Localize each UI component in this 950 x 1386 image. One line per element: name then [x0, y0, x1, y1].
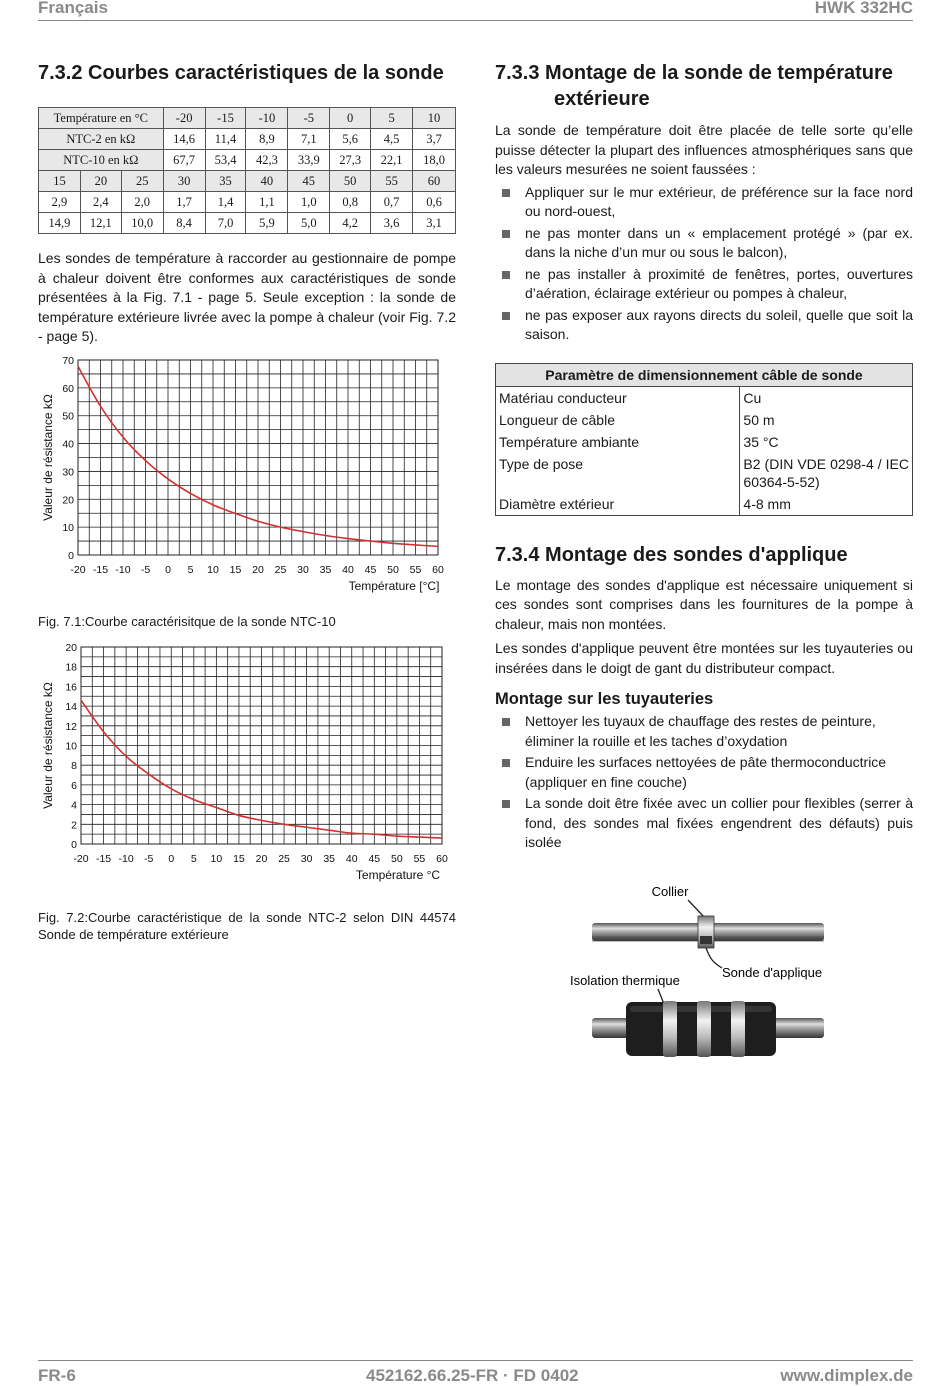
y-tick-label: 20: [65, 642, 77, 654]
y-tick-label: 50: [62, 411, 74, 423]
x-tick-label: 50: [391, 853, 403, 865]
x-tick-label: -15: [93, 564, 108, 576]
x-tick-label: 25: [275, 564, 287, 576]
table-row: [496, 493, 913, 516]
table-cell: 10: [413, 108, 456, 129]
table-cell: 5,9: [246, 213, 288, 234]
list-item: ne pas exposer aux rayons directs du soleil, quelle que soit la saison.: [495, 306, 913, 345]
footer-page-number: FR-6: [38, 1366, 76, 1386]
table-cell: B2 (DIN VDE 0298-4 / IEC 60364-5-52): [740, 453, 913, 493]
table-cell: 3,6: [371, 213, 413, 234]
x-axis-label: Température °C: [356, 868, 440, 882]
table-row: [39, 150, 456, 171]
x-tick-label: -5: [144, 853, 153, 865]
table-row: [496, 363, 913, 386]
page-footer: [38, 1360, 913, 1361]
table-cell: 25: [121, 171, 163, 192]
table-cell: 53,4: [205, 150, 246, 171]
placement-bullet-list: [495, 183, 913, 345]
table-row: [39, 192, 456, 213]
list-item: Nettoyer les tuyaux de chauffage des restes de peinture, éliminer la rouille et les taches d’oxydation: [495, 712, 913, 751]
x-tick-label: 10: [211, 853, 223, 865]
table-cell: 5,0: [288, 213, 330, 234]
header-model: HWK 332HC: [815, 0, 913, 18]
table-cell: 3,7: [413, 129, 456, 150]
table-cell: 35 °C: [740, 431, 913, 453]
table-cell: 2,0: [121, 192, 163, 213]
table-cell: 50 m: [740, 409, 913, 431]
table-cell: 0,8: [330, 192, 371, 213]
x-tick-label: 40: [346, 853, 358, 865]
sonde-label: Sonde d'applique: [722, 965, 822, 980]
table-header-cell: Paramètre de dimensionnement câble de sonde: [496, 363, 913, 386]
x-tick-label: 10: [207, 564, 219, 576]
table-cell: Type de pose: [496, 453, 740, 493]
table-row: [496, 431, 913, 453]
x-tick-label: -5: [141, 564, 150, 576]
section-7-3-2-text: Les sondes de température à raccorder au gestionnaire de pompe à chaleur doivent être conformes aux caractéristiques de sonde présentées à la Fig. 7.1 - page 5. Seule exception : la sonde de température extérieure livrée avec la pompe à chaleur (voir Fig. 7.2 - page 5).: [38, 249, 456, 347]
table-cell: 10,0: [121, 213, 163, 234]
table-cell: 15: [39, 171, 81, 192]
table-cell: 1,4: [205, 192, 246, 213]
x-tick-label: 15: [233, 853, 245, 865]
table-header-cell: NTC-10 en kΩ: [39, 150, 164, 171]
list-item: Enduire les surfaces nettoyées de pâte thermoconductrice (appliquer en fine couche): [495, 753, 913, 792]
table-cell: 18,0: [413, 150, 456, 171]
table-row: [496, 386, 913, 409]
section-7-3-3-intro: La sonde de température doit être placée de telle sorte qu’elle puisse détecter la plupart des influences atmosphériques sans que les valeurs mesurées ne soient faussées :: [495, 121, 913, 180]
x-tick-label: 45: [365, 564, 377, 576]
table-cell: 60: [413, 171, 456, 192]
resistance-table: [38, 107, 456, 234]
x-tick-label: 0: [168, 853, 174, 865]
y-tick-label: 4: [71, 800, 77, 812]
table-cell: 22,1: [371, 150, 413, 171]
table-cell: 11,4: [205, 129, 246, 150]
y-tick-label: 14: [65, 701, 77, 713]
table-cell: Longueur de câble: [496, 409, 740, 431]
table-cell: -5: [288, 108, 330, 129]
table-header-cell: NTC-2 en kΩ: [39, 129, 164, 150]
y-tick-label: 8: [71, 760, 77, 772]
table-cell: 5: [371, 108, 413, 129]
table-cell: 2,9: [39, 192, 81, 213]
y-tick-label: 0: [68, 550, 74, 562]
y-tick-label: 10: [65, 741, 77, 753]
x-tick-label: 15: [230, 564, 242, 576]
table-cell: 0: [330, 108, 371, 129]
x-tick-label: 35: [323, 853, 335, 865]
y-axis-label: Valeur de résistance kΩ: [41, 682, 55, 809]
x-tick-label: 20: [256, 853, 268, 865]
y-tick-label: 10: [62, 522, 74, 534]
table-cell: 27,3: [330, 150, 371, 171]
x-tick-label: 55: [410, 564, 422, 576]
y-tick-label: 70: [62, 355, 74, 367]
list-item: ne pas installer à proximité de fenêtres, portes, ouvertures d’aération, éclairage extérieur ou pompes à chaleur,: [495, 265, 913, 304]
isolation-label: Isolation thermique: [570, 973, 680, 988]
x-tick-label: -10: [115, 564, 130, 576]
table-cell: 35: [205, 171, 246, 192]
y-tick-label: 2: [71, 819, 77, 831]
left-column: [38, 60, 456, 347]
page-header: [38, 0, 913, 21]
list-item: La sonde doit être fixée avec un collier pour flexibles (serrer à fond, des sondes mal fixées engendrent des défauts) puis isolée: [495, 794, 913, 853]
fig-7-2-caption: Fig. 7.2:Courbe caractéristique de la sonde NTC-2 selon DIN 44574 Sonde de température extérieure: [38, 909, 456, 943]
collier-label: Collier: [652, 884, 690, 899]
list-item: Appliquer sur le mur extérieur, de préférence sur la face nord ou nord-ouest,: [495, 183, 913, 222]
table-row: [39, 129, 456, 150]
table-cell: 40: [246, 171, 288, 192]
right-column: [495, 60, 913, 855]
table-row: [496, 453, 913, 493]
x-tick-label: 5: [188, 564, 194, 576]
x-tick-label: 50: [387, 564, 399, 576]
footer-document-id: 452162.66.25-FR · FD 0402: [366, 1366, 579, 1386]
table-cell: 8,4: [163, 213, 205, 234]
ntc2-chart: [38, 638, 458, 888]
x-tick-label: 30: [301, 853, 313, 865]
table-cell: 55: [371, 171, 413, 192]
list-item: ne pas monter dans un « emplacement protégé » (par ex. dans la niche d’un mur ou sous le balcon),: [495, 224, 913, 263]
table-cell: 33,9: [288, 150, 330, 171]
mounting-bullet-list: [495, 712, 913, 853]
section-7-3-4-p1: Le montage des sondes d'applique est nécessaire uniquement si ces sondes sont comprises dans les fournitures de la pompe à chaleur, mais non montées.: [495, 576, 913, 635]
table-row: [39, 213, 456, 234]
table-cell: 67,7: [163, 150, 205, 171]
table-row: [496, 409, 913, 431]
x-tick-label: 40: [342, 564, 354, 576]
section-7-3-4-title: 7.3.4 Montage des sondes d'applique: [495, 542, 913, 568]
table-cell: 7,1: [288, 129, 330, 150]
table-cell: 20: [80, 171, 121, 192]
table-cell: 14,6: [163, 129, 205, 150]
y-tick-label: 40: [62, 439, 74, 451]
cable-parameter-table: [495, 363, 913, 516]
fig-7-1-caption: Fig. 7.1:Courbe caractérisitque de la sonde NTC-10: [38, 613, 456, 630]
table-cell: Température ambiante: [496, 431, 740, 453]
table-cell: 2,4: [80, 192, 121, 213]
footer-website: www.dimplex.de: [780, 1366, 913, 1386]
table-cell: Diamètre extérieur: [496, 493, 740, 516]
table-cell: 0,6: [413, 192, 456, 213]
y-tick-label: 20: [62, 494, 74, 506]
x-tick-label: 20: [252, 564, 264, 576]
ntc10-chart: [38, 350, 458, 600]
table-cell: 50: [330, 171, 371, 192]
x-tick-label: 25: [278, 853, 290, 865]
y-axis-label: Valeur de résistance kΩ: [41, 394, 55, 521]
table-row: [39, 171, 456, 192]
y-tick-label: 12: [65, 721, 77, 733]
section-7-3-4-p2: Les sondes d'applique peuvent être montées sur les tuyauteries ou insérées dans le doigt de gant du distributeur compact.: [495, 639, 913, 678]
table-cell: 30: [163, 171, 205, 192]
x-tick-label: 5: [191, 853, 197, 865]
y-tick-label: 0: [71, 839, 77, 851]
table-cell: 12,1: [80, 213, 121, 234]
subsection-title: Montage sur les tuyauteries: [495, 690, 913, 709]
section-7-3-3-title: 7.3.3 Montage de la sonde de température extérieure: [495, 60, 913, 112]
table-cell: 14,9: [39, 213, 81, 234]
sensor-mounting-photo: [560, 878, 860, 1068]
y-tick-label: 30: [62, 466, 74, 478]
x-axis-label: Température [°C]: [349, 579, 440, 593]
table-cell: 1,7: [163, 192, 205, 213]
table-cell: Cu: [740, 386, 913, 409]
table-cell: Matériau conducteur: [496, 386, 740, 409]
table-cell: -15: [205, 108, 246, 129]
table-cell: 0,7: [371, 192, 413, 213]
x-tick-label: 0: [165, 564, 171, 576]
x-tick-label: 55: [414, 853, 426, 865]
table-cell: 4,5: [371, 129, 413, 150]
x-tick-label: 60: [436, 853, 448, 865]
header-language: Français: [38, 0, 108, 18]
table-row: [39, 108, 456, 129]
x-tick-label: 45: [368, 853, 380, 865]
table-cell: 7,0: [205, 213, 246, 234]
y-tick-label: 6: [71, 780, 77, 792]
y-tick-label: 60: [62, 383, 74, 395]
section-7-3-2-title: 7.3.2 Courbes caractéristiques de la sonde: [38, 60, 456, 86]
table-cell: 4,2: [330, 213, 371, 234]
table-cell: 4-8 mm: [740, 493, 913, 516]
x-tick-label: -20: [73, 853, 88, 865]
x-tick-label: -10: [119, 853, 134, 865]
y-tick-label: 16: [65, 681, 77, 693]
x-tick-label: -15: [96, 853, 111, 865]
table-cell: -10: [246, 108, 288, 129]
table-header-cell: Température en °C: [39, 108, 164, 129]
y-tick-label: 18: [65, 662, 77, 674]
x-tick-label: 60: [432, 564, 444, 576]
table-cell: 42,3: [246, 150, 288, 171]
x-tick-label: 30: [297, 564, 309, 576]
table-cell: 5,6: [330, 129, 371, 150]
table-cell: 45: [288, 171, 330, 192]
x-tick-label: 35: [320, 564, 332, 576]
table-cell: -20: [163, 108, 205, 129]
table-cell: 8,9: [246, 129, 288, 150]
x-tick-label: -20: [70, 564, 85, 576]
table-cell: 3,1: [413, 213, 456, 234]
table-cell: 1,1: [246, 192, 288, 213]
table-cell: 1,0: [288, 192, 330, 213]
